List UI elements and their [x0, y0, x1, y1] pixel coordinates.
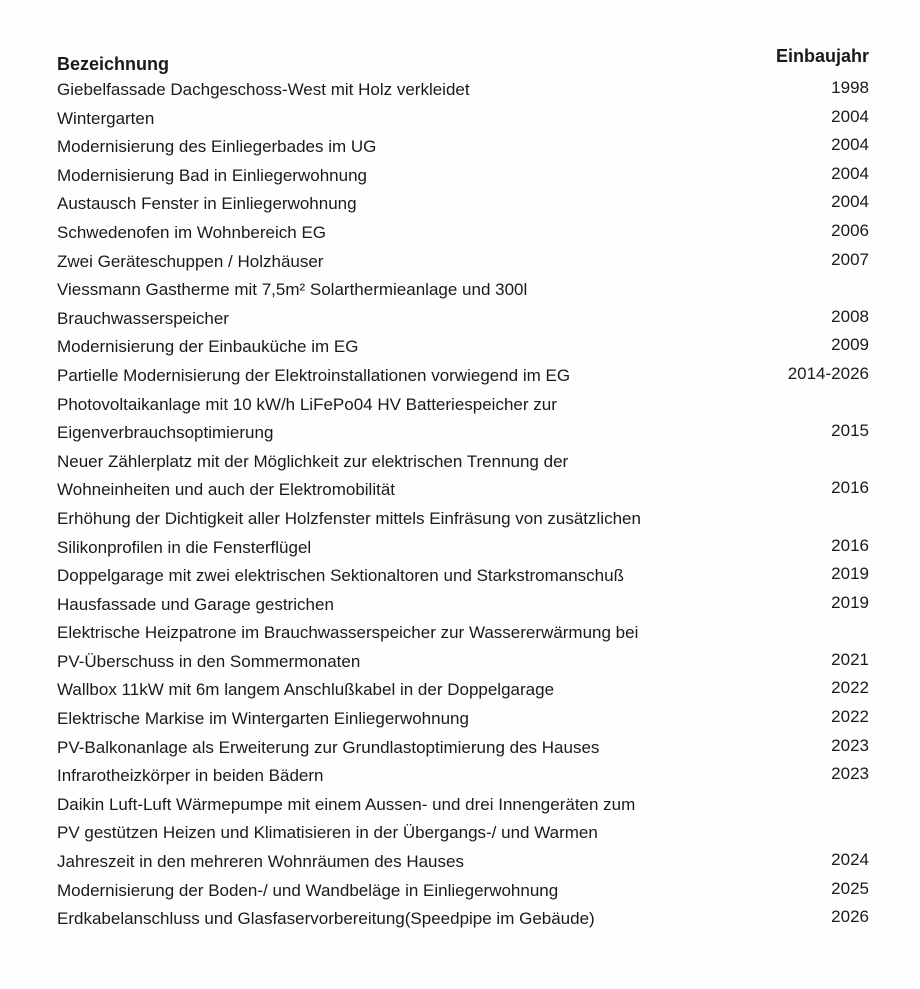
row-year: 2009 [831, 335, 869, 355]
row-year: 2008 [831, 306, 869, 326]
table-row [57, 591, 869, 620]
row-description-line: PV-Balkonanlage als Erweiterung zur Grundlastoptimierung des Hauses [57, 737, 600, 757]
row-year: 2019 [831, 564, 869, 584]
row-description-line: Eigenverbrauchsoptimierung [57, 423, 274, 443]
row-description-line: Modernisierung der Einbauküche im EG [57, 337, 359, 357]
row-description-line: Infrarotheizkörper in beiden Bädern [57, 766, 324, 786]
row-description-line: Photovoltaikanlage mit 10 kW/h LiFePo04 HV Batteriespeicher zur [57, 394, 557, 414]
table-row [57, 905, 869, 934]
row-description-line: PV gestützen Heizen und Klimatisieren in der Übergangs-/ und Warmen [57, 823, 598, 843]
row-year: 2016 [831, 535, 869, 555]
table-row [57, 791, 869, 877]
row-description-line: Silikonprofilen in die Fensterflügel [57, 537, 312, 557]
row-description-line: Erhöhung der Dichtigkeit aller Holzfenster mittels Einfräsung von zusätzlichen [57, 508, 641, 528]
table-row [57, 362, 869, 391]
row-year: 1998 [831, 78, 869, 97]
row-year: 2026 [831, 907, 869, 927]
row-description-line: Elektrische Markise im Wintergarten Einliegerwohnung [57, 709, 469, 729]
row-year: 2014-2026 [787, 363, 869, 383]
row-description-line: Modernisierung der Boden-/ und Wandbeläge in Einliegerwohnung [57, 880, 559, 900]
row-description-line: Brauchwasserspeicher [57, 308, 229, 328]
row-description-line: Erdkabelanschluss und Glasfaservorbereitung(Speedpipe im Gebäude) [57, 909, 595, 929]
row-description-line: Neuer Zählerplatz mit der Möglichkeit zur elektrischen Trennung der [57, 451, 569, 471]
row-year: 2004 [831, 192, 869, 212]
column-header-einbaujahr: Einbaujahr [775, 46, 869, 66]
row-year: 2019 [831, 592, 869, 612]
table-row [57, 705, 869, 734]
row-year: 2023 [831, 764, 869, 784]
row-year: 2006 [831, 220, 869, 240]
row-year: 2004 [831, 163, 869, 183]
row-year: 2015 [831, 421, 869, 441]
table-row [57, 505, 869, 562]
row-year: 2022 [831, 707, 869, 727]
table-row [57, 162, 869, 191]
row-year: 2024 [831, 850, 869, 870]
row-description-line: Jahreszeit in den mehreren Wohnräumen des Hauses [57, 852, 464, 872]
table-row [57, 619, 869, 676]
row-year: 2007 [831, 249, 869, 269]
table-row [57, 448, 869, 505]
table-row [57, 219, 869, 248]
row-description-line: Hausfassade und Garage gestrichen [57, 594, 334, 614]
table-row [57, 105, 869, 134]
row-description-line: PV-Überschuss in den Sommermonaten [57, 651, 361, 671]
table-row [57, 877, 869, 906]
row-description-line: Daikin Luft-Luft Wärmepumpe mit einem Aussen- und drei Innengeräten zum [57, 794, 636, 814]
table-row [57, 248, 869, 277]
row-description-line: Modernisierung des Einliegerbades im UG [57, 137, 377, 157]
table-row [57, 391, 869, 448]
table-row [57, 676, 869, 705]
row-year: 2022 [831, 678, 869, 698]
row-description-line: Partielle Modernisierung der Elektroinstallationen vorwiegend im EG [57, 365, 571, 385]
row-description-line: Wintergarten [57, 108, 155, 128]
table-row [57, 76, 869, 105]
row-year: 2021 [831, 649, 869, 669]
table-row [57, 190, 869, 219]
renovation-list [57, 76, 869, 934]
row-description-line: Elektrische Heizpatrone im Brauchwasserspeicher zur Wassererwärmung bei [57, 623, 639, 643]
table-row [57, 562, 869, 591]
row-description-line: Giebelfassade Dachgeschoss-West mit Holz verkleidet [57, 80, 470, 99]
row-description-line: Zwei Geräteschuppen / Holzhäuser [57, 251, 324, 271]
table-row [57, 276, 869, 333]
row-description-line: Doppelgarage mit zwei elektrischen Sektionaltoren und Starkstromanschuß [57, 566, 624, 586]
table-row [57, 762, 869, 791]
row-year: 2025 [831, 878, 869, 898]
row-year: 2023 [831, 735, 869, 755]
row-description-line: Wohneinheiten und auch der Elektromobilität [57, 480, 396, 500]
row-description-line: Wallbox 11kW mit 6m langem Anschlußkabel in der Doppelgarage [57, 680, 555, 700]
row-year: 2016 [831, 478, 869, 498]
row-description-line: Austausch Fenster in Einliegerwohnung [57, 194, 357, 214]
row-year: 2004 [831, 106, 869, 126]
column-header-bezeichnung: Bezeichnung [57, 54, 170, 74]
table-row [57, 133, 869, 162]
row-description-line: Viessmann Gastherme mit 7,5m² Solarthermieanlage und 300l [57, 280, 528, 300]
row-description-line: Schwedenofen im Wohnbereich EG [57, 222, 327, 242]
row-description-line: Modernisierung Bad in Einliegerwohnung [57, 165, 367, 185]
table-row [57, 734, 869, 763]
table-row [57, 333, 869, 362]
row-year: 2004 [831, 135, 869, 155]
